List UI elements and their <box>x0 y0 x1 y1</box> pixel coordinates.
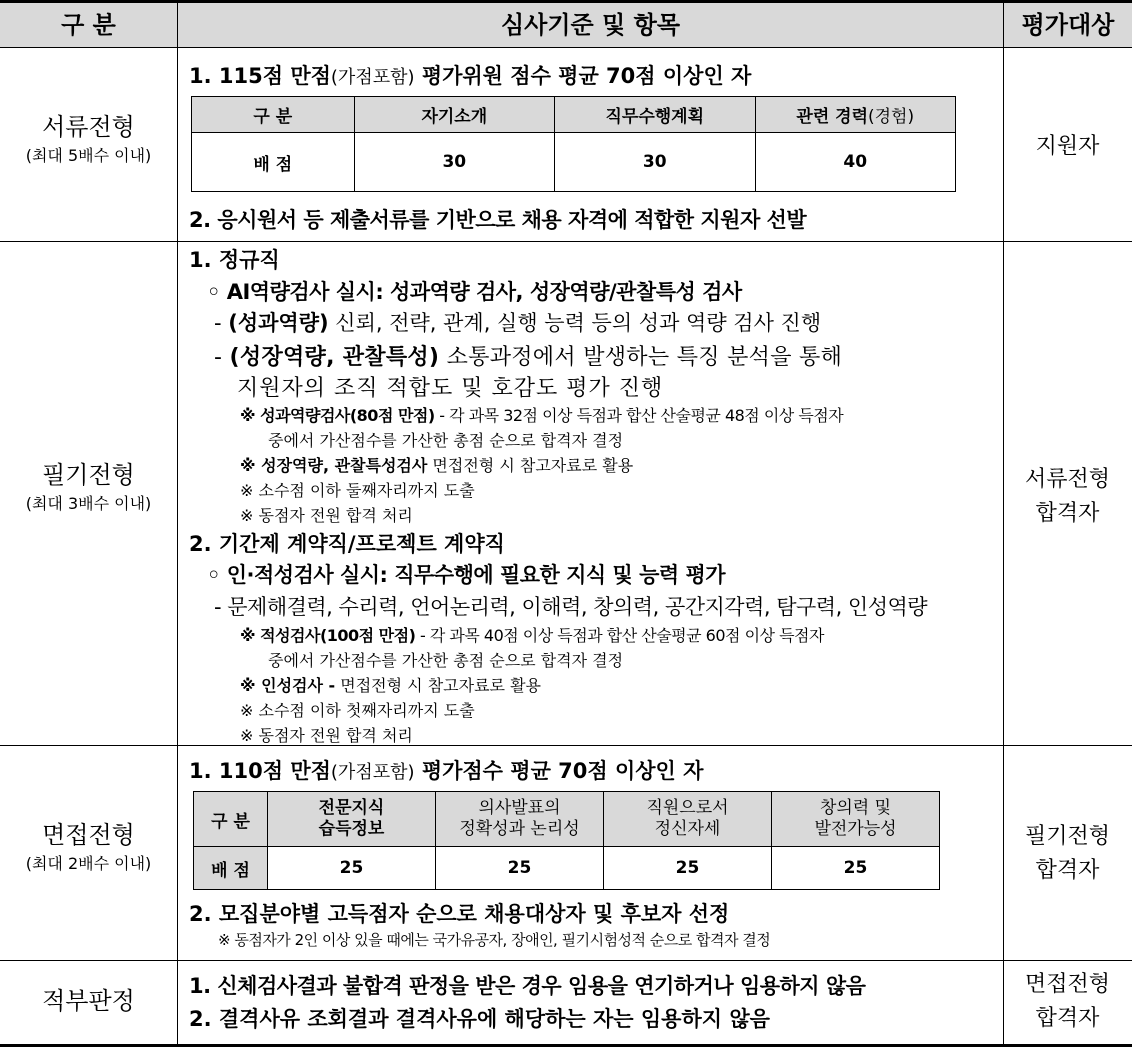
written-section-2-title: 2. 기간제 계약직/프로젝트 계약직 <box>189 532 505 556</box>
score-value: 40 <box>755 133 956 192</box>
target-line: 필기전형 <box>1024 824 1110 849</box>
category-name: 적부판정 <box>42 987 135 1015</box>
category-limit: (최대 5배수 이내) <box>25 146 152 165</box>
target-line: 면접전형 <box>1024 972 1110 997</box>
header-divider <box>0 47 1132 48</box>
written-s2-note-2: ※ 인성검사 - 면접전형 시 참고자료로 활용 <box>240 676 541 695</box>
header-criteria: 심사기준 및 항목 <box>501 11 680 39</box>
column-divider <box>177 0 178 1046</box>
score-value: 30 <box>555 133 755 192</box>
target-line: 합격자 <box>1035 501 1100 526</box>
document-score-table <box>191 96 956 192</box>
target-line: 서류전형 <box>1024 467 1110 492</box>
interview-header-category: 구 분 <box>194 792 268 847</box>
interview-item-2: 2. 모집분야별 고득점자 순으로 채용대상자 및 후보자 선정 <box>189 902 730 926</box>
interview-header-logic: 의사발표의 정확성과 논리성 <box>436 792 604 847</box>
score-value: 25 <box>772 847 940 890</box>
row-divider <box>0 241 1132 242</box>
written-s1-note-3: ※ 소수점 이하 둘째자리까지 도출 <box>240 481 475 500</box>
bottom-border <box>0 1044 1132 1047</box>
written-s2-note-1-cont: 중에서 가산점수를 가산한 총점 순으로 합격자 결정 <box>268 651 624 670</box>
interview-header-knowledge: 전문지식 습득정보 <box>268 792 436 847</box>
written-s1-dash-2: - (성장역량, 관찰특성) 소통과정에서 발생하는 특징 분석을 통해 <box>214 345 843 370</box>
written-s2-note-4: ※ 동점자 전원 합격 처리 <box>240 726 413 745</box>
written-s1-note-1: ※ 성과역량검사(80점 만점) - 각 과목 32점 이상 득점과 합산 산술평균 48점 이상 득점자 <box>240 406 844 425</box>
target-line: 합격자 <box>1035 1006 1100 1031</box>
written-s2-bullet: ◦ 인·적성검사 실시: 직무수행에 필요한 지식 및 능력 평가 <box>207 563 726 587</box>
interview-item-1: 1. 110점 만점(가점포함) 평가점수 평균 70점 이상인 자 <box>189 759 704 783</box>
written-s1-dash-1: - (성과역량) 신뢰, 전략, 관계, 실행 능력 등의 성과 역량 검사 진행 <box>214 311 822 335</box>
score-value: 25 <box>436 847 604 890</box>
interview-score-table <box>193 791 940 890</box>
written-s2-dash-1: - 문제해결력, 수리력, 언어논리력, 이해력, 창의력, 공간지각력, 탐구력, 인성역량 <box>214 595 928 619</box>
category-limit: (최대 2배수 이내) <box>25 854 152 873</box>
score-value: 25 <box>604 847 772 890</box>
header-category: 구 분 <box>61 11 116 39</box>
fitness-item-1: 1. 신체검사결과 불합격 판정을 받은 경우 임용을 연기하거나 임용하지 않음 <box>189 974 866 998</box>
document-item-1: 1. 115점 만점(가점포함) 평가위원 점수 평균 70점 이상인 자 <box>189 64 752 88</box>
row-divider <box>0 960 1132 961</box>
category-name: 면접전형 <box>42 821 135 849</box>
written-s1-bullet: ◦ AI역량검사 실시: 성과역량 검사, 성장역량/관찰특성 검사 <box>207 280 742 304</box>
written-s1-note-2: ※ 성장역량, 관찰특성검사 면접전형 시 참고자료로 활용 <box>240 456 634 475</box>
written-s1-note-4: ※ 동점자 전원 합격 처리 <box>240 506 413 525</box>
interview-note: ※ 동점자가 2인 이상 있을 때에는 국가유공자, 장애인, 필기시험성적 순으로 합격자 결정 <box>218 931 771 949</box>
interview-header-creativity: 창의력 및 발전가능성 <box>772 792 940 847</box>
score-row-label: 배 점 <box>192 133 355 192</box>
written-section-1-title: 1. 정규직 <box>189 248 280 272</box>
written-s1-note-1-cont: 중에서 가산점수를 가산한 총점 순으로 합격자 결정 <box>268 431 624 450</box>
target-applicants: 지원자 <box>1035 134 1100 159</box>
score-header-self-intro: 자기소개 <box>354 97 554 133</box>
target-written-passers <box>1003 820 1132 888</box>
category-document-screening <box>0 110 177 168</box>
written-s1-dash-2-cont: 지원자의 조직 적합도 및 호감도 평가 진행 <box>237 376 664 401</box>
header-target: 평가대상 <box>1021 11 1115 39</box>
score-header-category: 구 분 <box>192 97 355 133</box>
interview-header-attitude: 직원으로서 정신자세 <box>604 792 772 847</box>
top-border <box>0 0 1132 3</box>
target-interview-passers <box>1003 968 1132 1036</box>
fitness-item-2: 2. 결격사유 조회결과 결격사유에 해당하는 자는 임용하지 않음 <box>189 1007 770 1031</box>
target-document-passers <box>1003 463 1132 531</box>
category-fitness <box>0 984 177 1018</box>
score-value: 25 <box>268 847 436 890</box>
interview-row-label: 배 점 <box>194 847 268 890</box>
category-name: 필기전형 <box>42 461 135 489</box>
written-s2-note-1: ※ 적성검사(100점 만점) - 각 과목 40점 이상 득점과 합산 산술평균 60점 이상 득점자 <box>240 626 824 645</box>
category-interview <box>0 818 177 876</box>
written-s2-note-3: ※ 소수점 이하 첫째자리까지 도출 <box>240 701 475 720</box>
score-header-experience: 관련 경력(경험) <box>755 97 956 133</box>
score-header-job-plan: 직무수행계획 <box>555 97 755 133</box>
row-divider <box>0 745 1132 746</box>
category-written-exam <box>0 458 177 516</box>
category-name: 서류전형 <box>42 113 135 141</box>
document-item-2: 2. 응시원서 등 제출서류를 기반으로 채용 자격에 적합한 지원자 선발 <box>189 208 807 232</box>
score-value: 30 <box>354 133 554 192</box>
category-limit: (최대 3배수 이내) <box>25 494 152 513</box>
target-line: 합격자 <box>1035 858 1100 883</box>
